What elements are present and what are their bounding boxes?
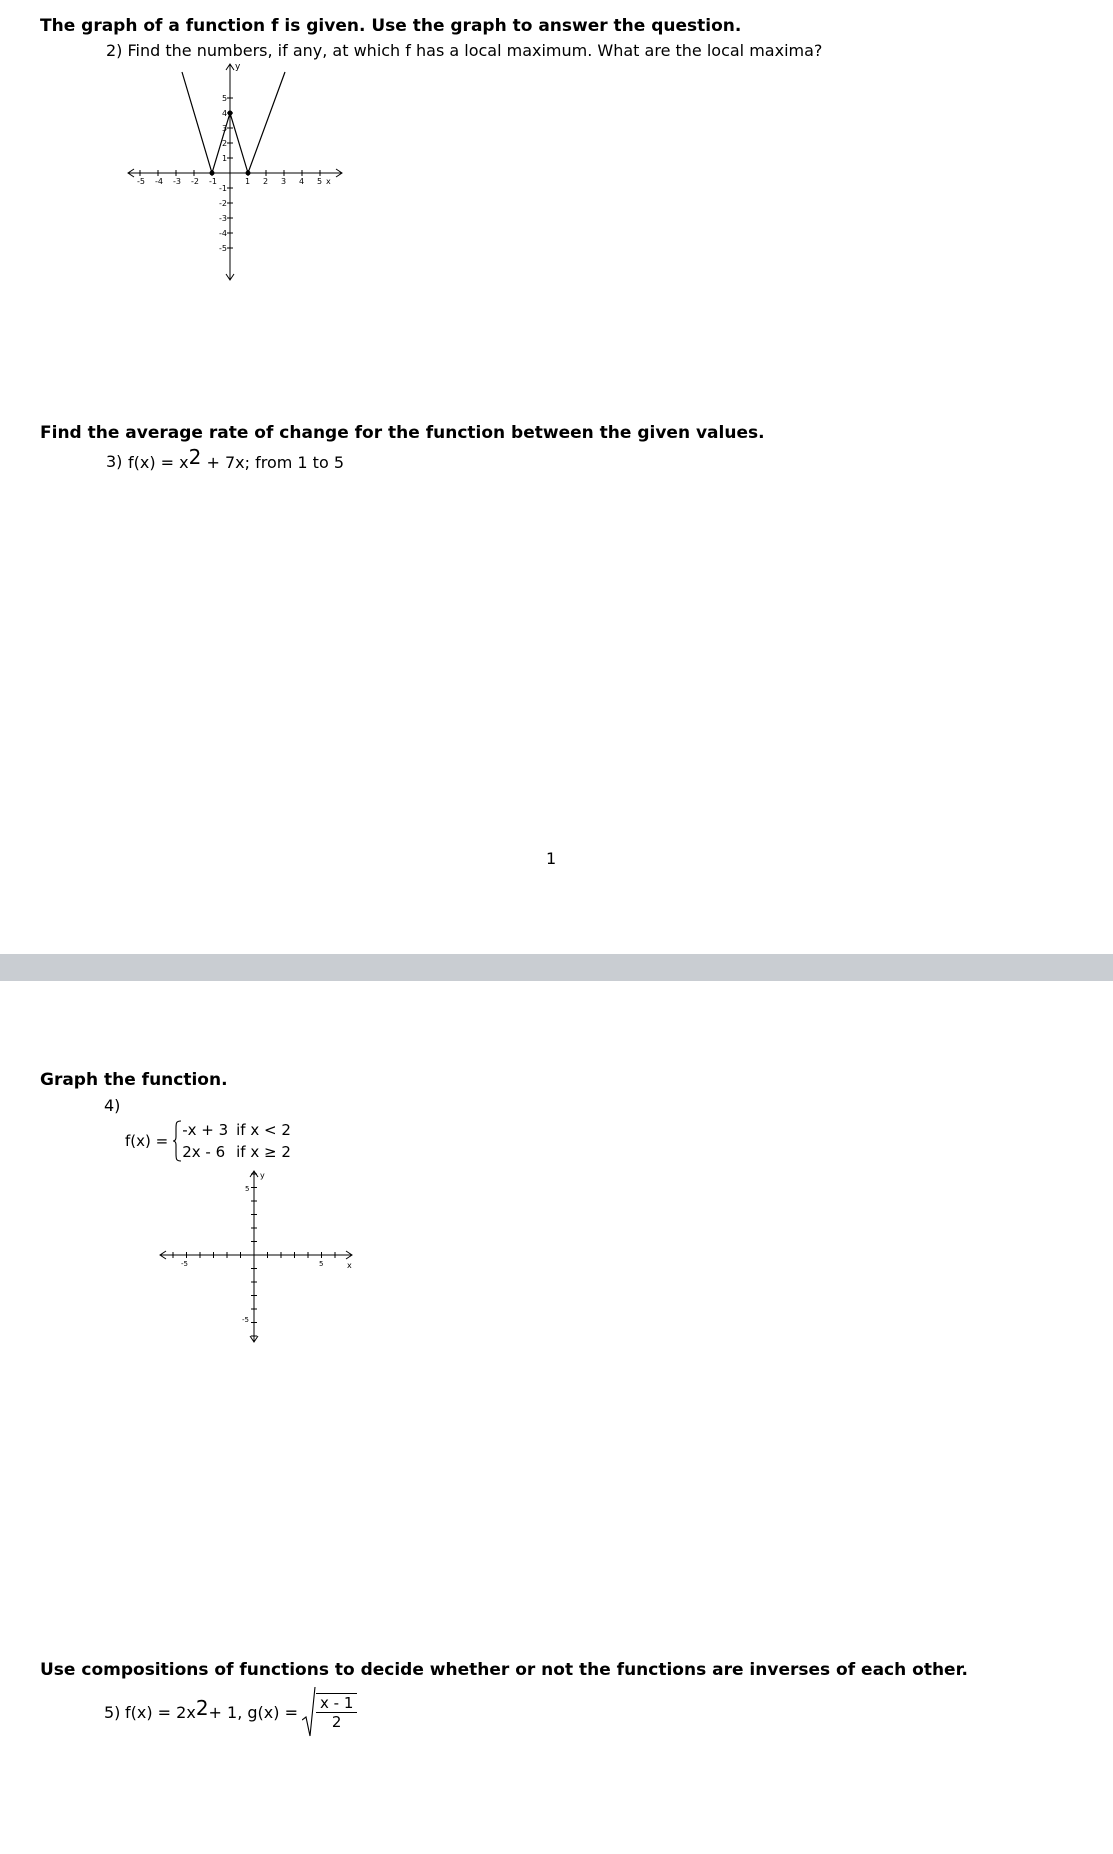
q4-pieces-table: [182, 1119, 299, 1163]
q5-g-fraction: [316, 1693, 357, 1731]
question-3-expression: [128, 445, 344, 473]
graph1-y-tick-label: 1: [222, 154, 228, 163]
q4-piece1-cond: if x < 2: [236, 1121, 291, 1139]
section4-instruction: Use compositions of functions to decide whether or not the functions are inverses of each other.: [40, 1660, 968, 1680]
graph1-x-tick-label: 4: [299, 177, 305, 186]
q5-f-part: f(x) = 2x: [125, 1702, 196, 1722]
question-5-expression: [125, 1686, 357, 1738]
q4-piece-row: [182, 1141, 299, 1163]
question-5-number: 5): [104, 1703, 121, 1722]
graph1-x-tick-label: 2: [263, 177, 269, 186]
q4-brace-icon: [172, 1119, 182, 1163]
graph2-y-tick-label: -5: [242, 1316, 249, 1324]
question-3-number: 3): [106, 452, 123, 471]
graph2-x-label: x: [347, 1261, 352, 1270]
graph1-y-tick-label: 3: [222, 124, 228, 133]
graph1-y-tick-label: 2: [222, 139, 228, 148]
section2-instruction: Find the average rate of change for the function between the given values.: [40, 423, 765, 443]
graph1-x-label: x: [326, 177, 331, 186]
q3-exponent: 2: [188, 445, 202, 469]
q5-g-numerator: x - 1: [316, 1694, 357, 1713]
graph1-x-tick-label: -2: [191, 177, 199, 186]
graph1-y-tick-label: -4: [219, 229, 227, 238]
graph1-x-tick-label: -4: [155, 177, 163, 186]
graph2-x-tick-label: 5: [319, 1260, 324, 1268]
graph1-point-min-left: [210, 171, 215, 176]
graph2-y-tick-label: 5: [245, 1185, 250, 1193]
page-separator: [0, 954, 1113, 981]
graph-1: [120, 60, 360, 285]
graph-2: [155, 1169, 365, 1354]
q4-fx: f(x) =: [125, 1132, 169, 1150]
section3-instruction: Graph the function.: [40, 1070, 228, 1090]
q5-f-rest: + 1, g(x) =: [208, 1702, 298, 1722]
page-2: [0, 981, 1113, 1854]
question-4-piecewise: [125, 1119, 299, 1163]
q5-g-denominator: 2: [331, 1713, 342, 1731]
graph1-y-tick-label: -5: [219, 244, 227, 253]
graph1-y-label: y: [235, 62, 241, 72]
question-2-text: 2) Find the numbers, if any, at which f has a local maximum. What are the local maxima?: [106, 41, 823, 60]
graph1-y-tick-label: -2: [219, 199, 227, 208]
sqrt-radical-icon: [302, 1686, 316, 1738]
graph1-x-tick-label: -5: [137, 177, 145, 186]
question-4-number: 4): [104, 1096, 121, 1115]
graph1-y-tick-label: 5: [222, 94, 228, 103]
graph1-y-tick-label: -3: [219, 214, 227, 223]
q4-piece-row: [182, 1119, 299, 1141]
page-number: 1: [546, 849, 557, 868]
q5-f-exponent: 2: [195, 1696, 209, 1720]
graph1-x-tick-label: 5: [317, 177, 323, 186]
section1-instruction: The graph of a function f is given. Use the graph to answer the question.: [40, 16, 742, 36]
graph1-function-curve: [182, 72, 285, 173]
graph2-x-tick-label: -5: [181, 1260, 188, 1268]
graph1-y-tick-label: -1: [219, 184, 227, 193]
graph1-point-local-max: [228, 111, 233, 116]
q3-fx: f(x) = x: [128, 453, 189, 472]
q4-piece2-expr: 2x - 6: [182, 1143, 226, 1161]
graph1-x-tick-label: -3: [173, 177, 181, 186]
graph1-x-tick-label: 1: [245, 177, 251, 186]
graph1-point-min-right: [246, 171, 251, 176]
graph1-y-tick-label: 4: [222, 109, 228, 118]
q3-rest: + 7x; from 1 to 5: [201, 453, 344, 472]
q4-piece1-expr: -x + 3: [182, 1121, 229, 1139]
graph1-x-tick-label: -1: [209, 177, 217, 186]
graph2-y-label: y: [260, 1171, 265, 1180]
graph1-x-tick-label: 3: [281, 177, 287, 186]
q4-piece2-cond: if x ≥ 2: [236, 1143, 291, 1161]
